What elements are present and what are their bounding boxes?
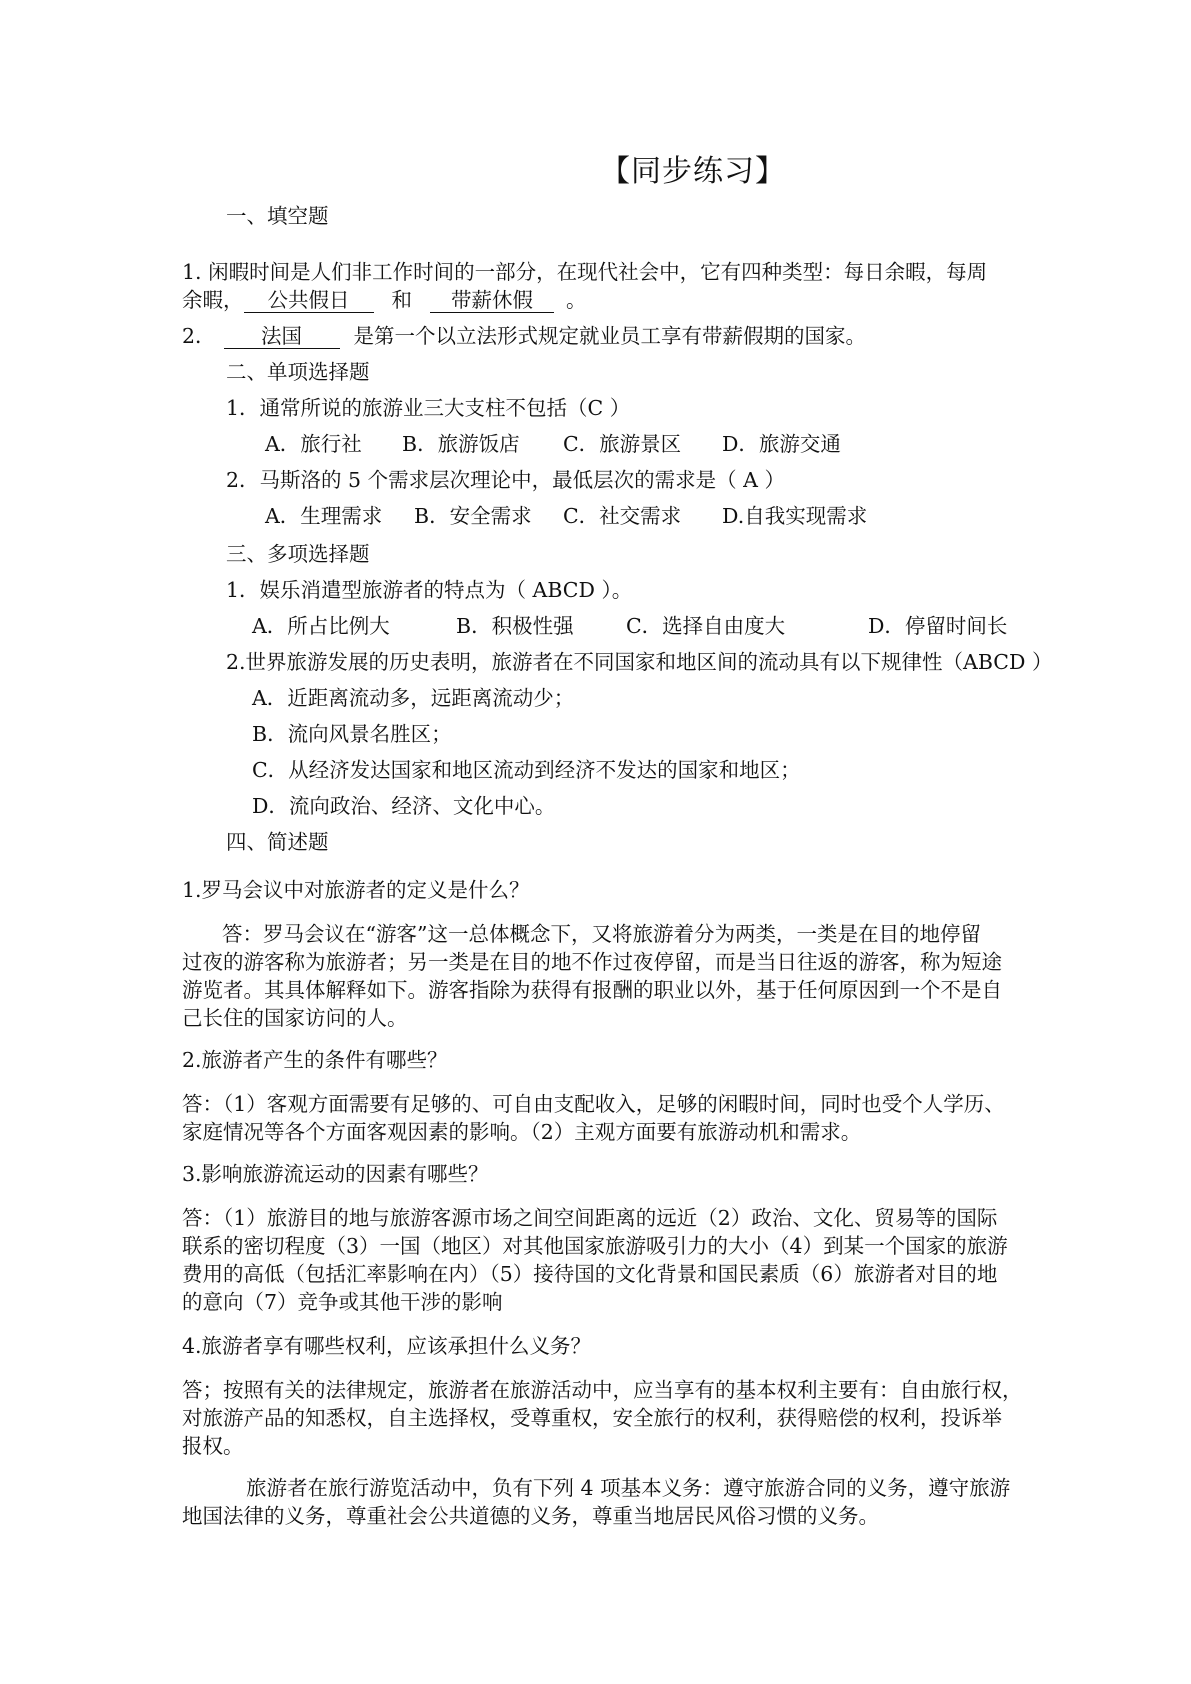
short-answer-1-line-4: 己长住的国家访问的人。 bbox=[182, 1006, 408, 1030]
fill-q1-answer-blank-1: 公共假日 bbox=[244, 288, 374, 313]
short-answer-4-line-1: 答；按照有关的法律规定，旅游者在旅游活动中，应当享有的基本权利主要有：自由旅行权， bbox=[182, 1378, 1023, 1402]
short-question-1: 1.罗马会议中对旅游者的定义是什么？ bbox=[182, 878, 530, 902]
single-q2-option-d: D.自我实现需求 bbox=[722, 504, 868, 528]
short-question-4: 4.旅游者享有哪些权利，应该承担什么义务？ bbox=[182, 1334, 592, 1358]
short-answer-1-line-2: 过夜的游客称为旅游者；另一类是在目的地不作过夜停留，而是当日往返的游客，称为短途 bbox=[182, 950, 1002, 974]
short-answer-3-line-2: 联系的密切程度（3）一国（地区）对其他国家旅游吸引力的大小（4）到某一个国家的旅游 bbox=[182, 1234, 1008, 1258]
single-question-1: 1．通常所说的旅游业三大支柱不包括（C ） bbox=[226, 396, 631, 420]
multi-q1-option-d: D．停留时间长 bbox=[868, 614, 1008, 638]
short-answer-3-line-3: 费用的高低（包括汇率影响在内）（5）接待国的文化背景和国民素质（6）旅游者对目的地 bbox=[182, 1262, 998, 1286]
short-answer-4-line-2: 对旅游产品的知悉权，自主选择权，受尊重权，安全旅行的权利，获得赔偿的权利，投诉举 bbox=[182, 1406, 1002, 1430]
multi-q1-option-c: C．选择自由度大 bbox=[626, 614, 786, 638]
section-heading-short: 四、简述题 bbox=[226, 830, 329, 854]
short-answer-4-line-3: 报权。 bbox=[182, 1434, 244, 1458]
multi-q2-option-c: C．从经济发达国家和地区流动到经济不发达的国家和地区； bbox=[252, 758, 801, 782]
fill-q2-answer-blank: 法国 bbox=[224, 324, 340, 349]
fill-question-1-line-2 bbox=[182, 286, 587, 314]
fill-q1-prefix: 余暇， bbox=[182, 288, 244, 312]
short-answer-3-line-1: 答：（1）旅游目的地与旅游客源市场之间空间距离的远近（2）政治、文化、贸易等的国际 bbox=[182, 1206, 998, 1230]
multi-q2-option-a: A．近距离流动多，远距离流动少； bbox=[252, 686, 575, 710]
fill-q2-prefix: 2． bbox=[182, 324, 216, 348]
fill-q1-answer-blank-2: 带薪休假 bbox=[430, 288, 554, 313]
section-heading-single: 二、单项选择题 bbox=[226, 360, 370, 384]
multi-question-1: 1．娱乐消遣型旅游者的特点为（ ABCD ）。 bbox=[226, 578, 633, 602]
single-q2-option-c: C．社交需求 bbox=[563, 504, 682, 528]
short-answer-4b-line-2: 地国法律的义务，尊重社会公共道德的义务，尊重当地居民风俗习惯的义务。 bbox=[182, 1504, 879, 1528]
single-q2-option-a: A．生理需求 bbox=[265, 504, 383, 528]
single-q1-option-c: C．旅游景区 bbox=[563, 432, 682, 456]
single-question-2: 2．马斯洛的 5 个需求层次理论中，最低层次的需求是（ A ） bbox=[226, 468, 785, 492]
multi-q2-option-d: D．流向政治、经济、文化中心。 bbox=[252, 794, 556, 818]
short-question-2: 2.旅游者产生的条件有哪些？ bbox=[182, 1048, 448, 1072]
fill-question-2 bbox=[182, 322, 866, 350]
section-heading-multi: 三、多项选择题 bbox=[226, 542, 370, 566]
multi-q1-option-b: B．积极性强 bbox=[456, 614, 574, 638]
fill-q1-and: 和 bbox=[391, 288, 412, 312]
fill-q1-end: 。 bbox=[566, 288, 587, 312]
fill-question-1-line-1: 1. 闲暇时间是人们非工作时间的一部分，在现代社会中，它有四种类型：每日余暇，每周 bbox=[182, 260, 988, 284]
page-title: 【同步练习】 bbox=[600, 154, 786, 189]
single-q2-option-b: B．安全需求 bbox=[414, 504, 532, 528]
single-q1-option-b: B．旅游饭店 bbox=[402, 432, 520, 456]
fill-q2-rest: 是第一个以立法形式规定就业员工享有带薪假期的国家。 bbox=[353, 324, 867, 348]
single-q1-option-a: A．旅行社 bbox=[265, 432, 362, 456]
multi-q2-option-b: B．流向风景名胜区； bbox=[252, 722, 452, 746]
short-question-3: 3.影响旅游流运动的因素有哪些？ bbox=[182, 1162, 489, 1186]
short-answer-2-line-1: 答：（1）客观方面需要有足够的、可自由支配收入，足够的闲暇时间，同时也受个人学历、 bbox=[182, 1092, 1005, 1116]
short-answer-3-line-4: 的意向（7）竞争或其他干涉的影响 bbox=[182, 1290, 503, 1314]
short-answer-2-line-2: 家庭情况等各个方面客观因素的影响。（2）主观方面要有旅游动机和需求。 bbox=[182, 1120, 862, 1144]
short-answer-4b-line-1: 旅游者在旅行游览活动中，负有下列 4 项基本义务：遵守旅游合同的义务，遵守旅游 bbox=[246, 1476, 1011, 1500]
multi-question-2: 2.世界旅游发展的历史表明，旅游者在不同国家和地区间的流动具有以下规律性（ABCD ） bbox=[226, 650, 1053, 674]
short-answer-1-line-3: 游览者。其具体解释如下。游客指除为获得有报酬的职业以外，基于任何原因到一个不是自 bbox=[182, 978, 1002, 1002]
multi-q1-option-a: A．所占比例大 bbox=[252, 614, 390, 638]
single-q1-option-d: D．旅游交通 bbox=[722, 432, 841, 456]
section-heading-fill: 一、填空题 bbox=[226, 204, 329, 228]
short-answer-1-line-1: 答：罗马会议在“游客”这一总体概念下，又将旅游着分为两类，一类是在目的地停留 bbox=[222, 922, 981, 946]
